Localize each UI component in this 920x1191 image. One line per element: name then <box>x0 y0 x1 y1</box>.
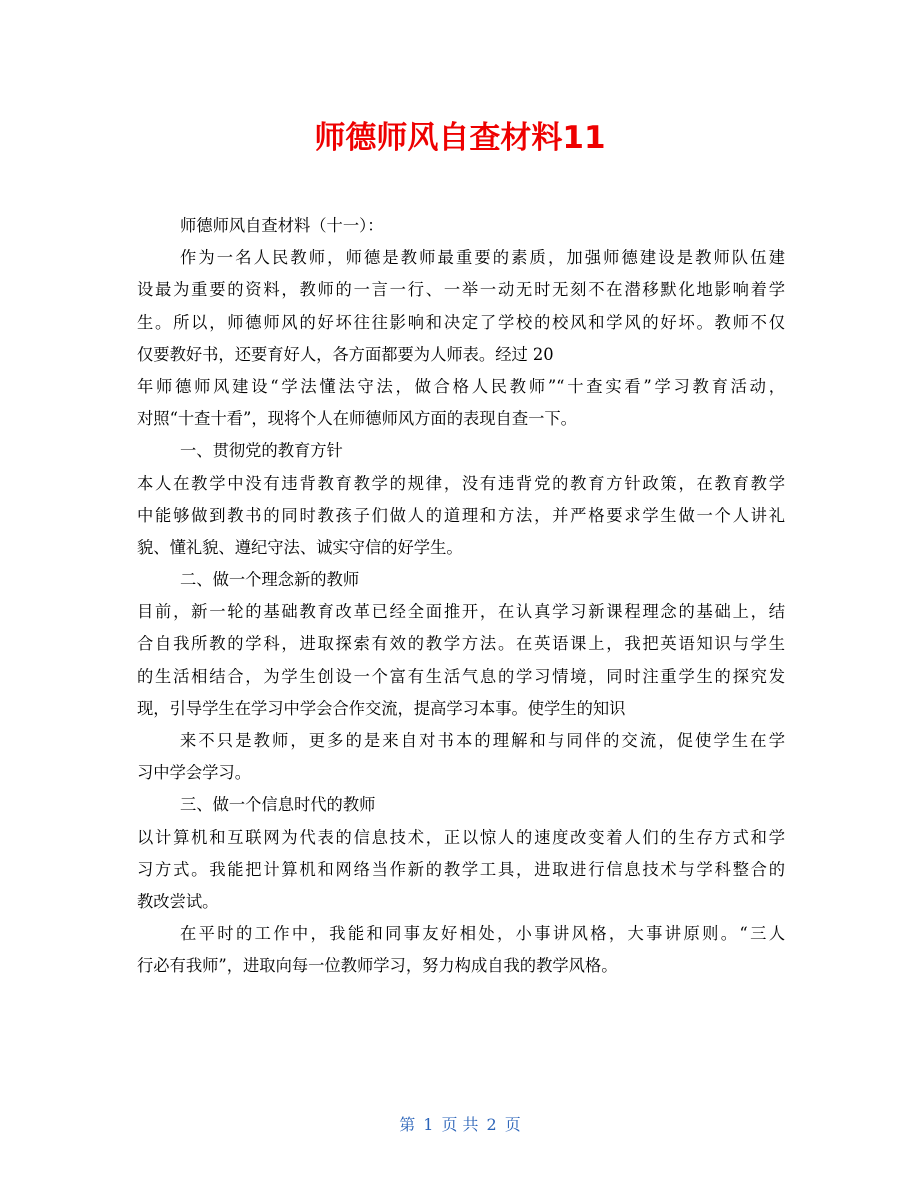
body-line: 教改尝试。 <box>137 891 219 911</box>
body-line: 现，引导学生在学习中学会合作交流，提高学习本事。使学生的知识 <box>137 698 626 718</box>
body-line: 习中学会学习。 <box>137 763 251 783</box>
body-line: 貌、懂礼貌、遵纪守法、诚实守信的好学生。 <box>137 537 463 557</box>
body-line: 来不只是教师，更多的是来自对书本的理解和与同伴的交流，促使学生在学 <box>180 731 785 750</box>
body-line: 年师德师风建设“学法懂法守法，做合格人民教师”“十查实看”学习教育活动， <box>137 376 785 396</box>
page-footer <box>0 1112 920 1135</box>
footer-suffix: 页 <box>504 1115 521 1134</box>
body-line: 师德师风自查材料（十一）： <box>180 216 384 235</box>
body-line: 合自我所教的学科，进取探索有效的教学方法。在英语课上，我把英语知识与学生 <box>137 634 785 654</box>
body-line: 二、做一个理念新的教师 <box>180 570 360 590</box>
body-line: 习方式。我能把计算机和网络当作新的教学工具，进取进行信息技术与学科整合的 <box>137 859 785 879</box>
footer-prefix: 第 <box>399 1115 416 1134</box>
body-line: 目前，新一轮的基础教育改革已经全面推开，在认真学习新课程理念的基础上，结 <box>137 602 785 622</box>
footer-page-number: 1 <box>423 1115 434 1134</box>
body-line: 三、做一个信息时代的教师 <box>180 795 376 815</box>
body-line: 一、贯彻党的教育方针 <box>180 441 343 461</box>
body-line: 以计算机和互联网为代表的信息技术，正以惊人的速度改变着人们的生存方式和学 <box>137 827 785 847</box>
body-line: 行必有我师”，进取向每一位教师学习，努力构成自我的教学风格。 <box>137 956 618 976</box>
body-line: 作为一名人民教师，师德是教师最重要的素质，加强师德建设是教师队伍建 <box>180 248 785 268</box>
body-line: 仅要教好书，还要育好人，各方面都要为人师表。经过 20 <box>137 344 554 364</box>
document-title: 师德师风自查材料11 <box>314 120 606 156</box>
document-body <box>137 210 785 983</box>
body-line: 的生活相结合，为学生创设一个富有生活气息的学习情境，同时注重学生的探究发 <box>137 666 785 686</box>
body-line: 本人在教学中没有违背教育教学的规律，没有违背党的教育方针政策，在教育教学 <box>137 473 785 493</box>
body-line: 生。所以，师德师风的好坏往往影响和决定了学校的校风和学风的好坏。教师不仅 <box>137 312 785 332</box>
body-line: 在平时的工作中，我能和同事友好相处，小事讲风格，大事讲原则。“三人 <box>180 924 785 944</box>
body-line: 设最为重要的资料，教师的一言一行、一举一动无时无刻不在潜移默化地影响着学 <box>137 280 785 300</box>
footer-total-pages: 2 <box>486 1115 497 1134</box>
footer-middle: 页 共 <box>441 1115 479 1134</box>
body-line: 对照“十查十看”，现将个人在师德师风方面的表现自查一下。 <box>137 409 577 429</box>
body-line: 中能够做到教书的同时教孩子们做人的道理和方法，并严格要求学生做一个人讲礼 <box>137 505 785 525</box>
